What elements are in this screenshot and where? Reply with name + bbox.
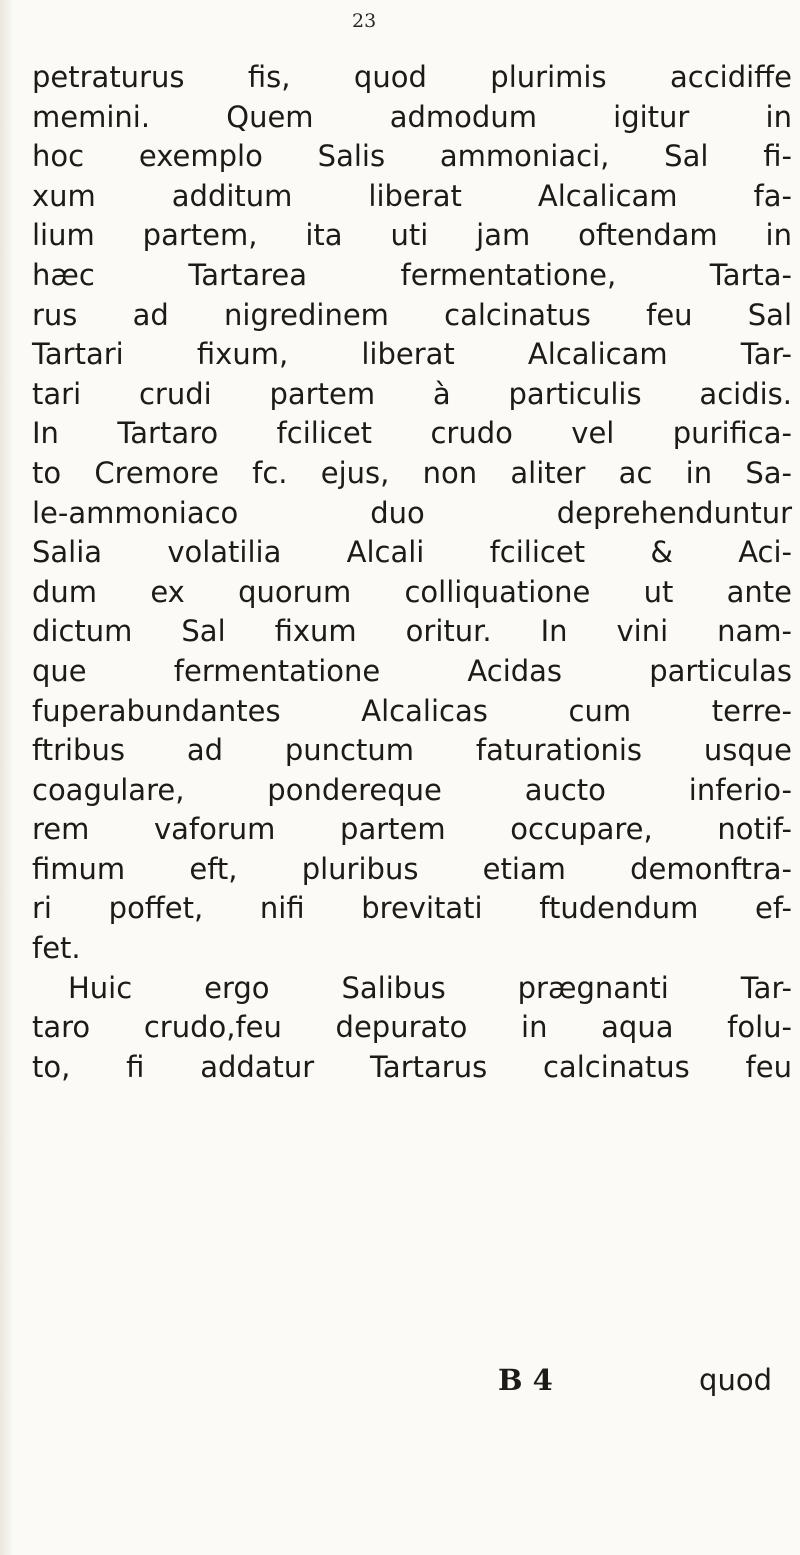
text-line: coagulare, pondereque aucto inferio-: [32, 772, 792, 807]
text-line: dum ex quorum colliquatione ut ante: [32, 574, 792, 609]
text-line: hoc exemplo Salis ammoniaci, Sal fi-: [32, 139, 792, 174]
page-gutter-shadow: [0, 0, 14, 1555]
text-line: rus ad nigredinem calcinatus feu Sal: [32, 297, 792, 332]
text-line: In Tartaro fcilicet crudo vel purifica-: [32, 416, 792, 451]
text-line: Tartari fixum, liberat Alcalicam Tar-: [32, 337, 792, 372]
text-line: ri poffet, nifi brevitati ftudendum ef-: [32, 891, 792, 926]
text-line: Huic ergo Salibus prægnanti Tar-: [68, 970, 792, 1005]
text-line: to Cremore fc. ejus, non aliter ac in Sa-: [32, 455, 792, 490]
text-line: to, fi addatur Tartarus calcinatus feu: [32, 1049, 792, 1084]
text-line: fuperabundantes Alcalicas cum terre-: [32, 693, 792, 728]
text-line: rem vaforum partem occupare, notif-: [32, 812, 792, 847]
text-line: dictum Sal fixum oritur. In vini nam-: [32, 614, 792, 649]
text-line: lium partem, ita uti jam oftendam in: [32, 218, 792, 253]
text-line: taro crudo,feu depurato in aqua folu-: [32, 1010, 792, 1045]
catchword: quod: [699, 1363, 772, 1397]
text-line: xum additum liberat Alcalicam fa-: [32, 178, 792, 213]
text-line: tari crudi partem à particulis acidis.: [32, 376, 792, 411]
text-line: fet.: [32, 931, 81, 966]
body-text: [32, 58, 792, 1087]
text-line: que fermentatione Acidas particulas: [32, 653, 792, 688]
catchline: [498, 1361, 772, 1401]
text-line: Salia volatilia Alcali fcilicet & Aci-: [32, 535, 792, 570]
text-line: memini. Quem admodum igitur in: [32, 99, 792, 134]
text-line: petraturus fis, quod plurimis accidiffe: [32, 60, 792, 94]
text-line: fimum eft, pluribus etiam demonftra-: [32, 851, 792, 886]
text-line: ftribus ad punctum faturationis usque: [32, 733, 792, 768]
text-line: hæc Tartarea fermentatione, Tarta-: [32, 257, 792, 292]
text-line: le-ammoniaco duo deprehenduntur: [32, 495, 792, 530]
signature-mark: B 4: [498, 1363, 553, 1397]
page-number: 23: [352, 10, 377, 32]
